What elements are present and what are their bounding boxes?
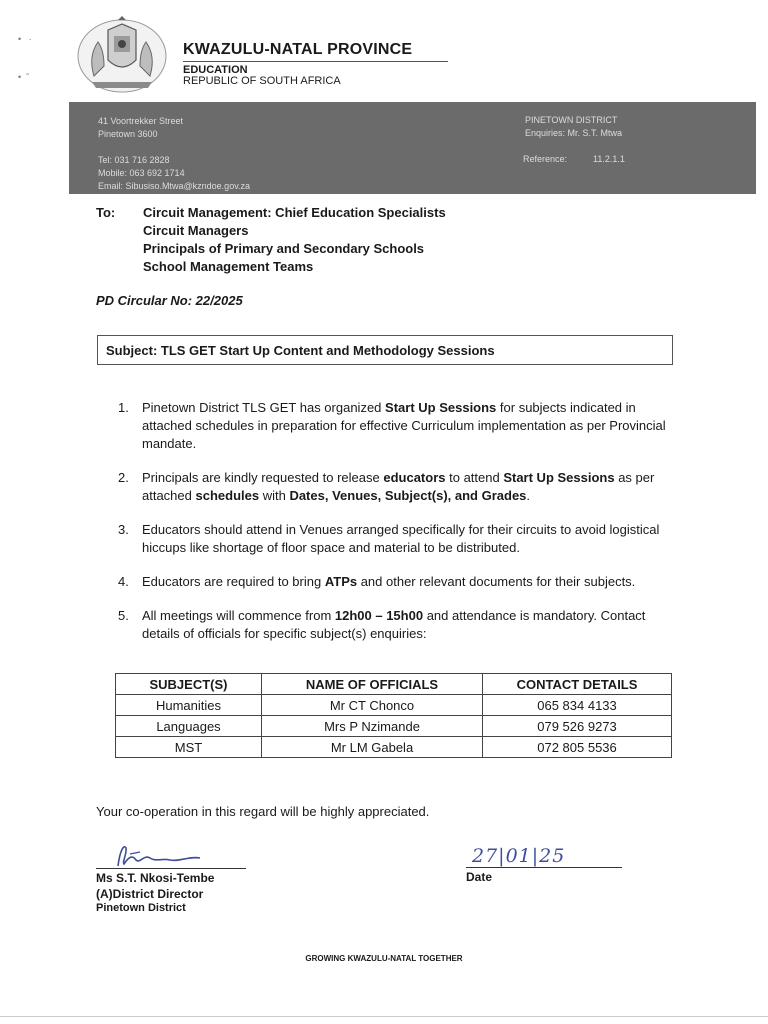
item-emphasis: schedules xyxy=(195,488,260,503)
to-label: To: xyxy=(96,205,116,220)
item-text: and attendance is mandatory. Contact details of officials for specific subject(s) enquiries: xyxy=(142,608,646,641)
item-number: 1. xyxy=(118,400,129,415)
column-header: NAME OF OFFICIALS xyxy=(262,674,483,695)
item-number: 3. xyxy=(118,522,129,537)
country-name: REPUBLIC OF SOUTH AFRICA xyxy=(183,75,341,87)
signatory-block xyxy=(96,870,214,902)
item-emphasis: educators xyxy=(383,470,446,485)
list-item xyxy=(118,399,684,453)
item-emphasis: Start Up Sessions xyxy=(503,470,615,485)
table-row xyxy=(116,716,672,737)
table-row xyxy=(116,737,672,758)
recipient: Circuit Managers xyxy=(143,223,249,238)
mobile: Mobile: 063 692 1714 xyxy=(98,168,185,178)
item-number: 2. xyxy=(118,470,129,485)
officials-table xyxy=(115,673,672,758)
signatory-district: Pinetown District xyxy=(96,902,186,914)
item-number: 4. xyxy=(118,574,129,589)
item-emphasis: 12h00 – 15h00 xyxy=(334,608,424,623)
contact-cell: 072 805 5536 xyxy=(483,737,672,758)
enquiries: Enquiries: Mr. S.T. Mtwa xyxy=(525,128,623,138)
official-cell: Mr CT Chonco xyxy=(262,695,483,716)
recipient: School Management Teams xyxy=(143,259,314,274)
item-text: with xyxy=(259,488,290,503)
item-text: . xyxy=(526,488,531,503)
email: Email: Sibusiso.Mtwa@kzndoe.gov.za xyxy=(98,181,251,191)
date-line xyxy=(466,867,622,868)
department-name: EDUCATION xyxy=(183,64,248,76)
date-label: Date xyxy=(466,870,493,884)
item-text: Pinetown District TLS GET has organized xyxy=(142,400,386,415)
scan-mark: • ˜ xyxy=(18,72,30,82)
telephone: Tel: 031 716 2828 xyxy=(98,155,170,165)
handwritten-date: 27|01|25 xyxy=(472,845,566,867)
column-header: CONTACT DETAILS xyxy=(483,674,672,695)
item-emphasis: Dates, Venues, Subject(s), and Grades xyxy=(289,488,527,503)
title-rule xyxy=(183,61,448,62)
subject-cell: Languages xyxy=(116,716,262,737)
official-cell: Mrs P Nzimande xyxy=(262,716,483,737)
column-header: SUBJECT(S) xyxy=(116,674,262,695)
signatory-name: Ms S.T. Nkosi-Tembe xyxy=(96,871,215,885)
recipient: Circuit Management: Chief Education Specialists xyxy=(143,205,446,220)
item-text: as per attached xyxy=(142,470,655,503)
circular-number: PD Circular No: 22/2025 xyxy=(96,293,243,308)
footer-slogan: GROWING KWAZULU-NATAL TOGETHER xyxy=(305,954,463,963)
list-item xyxy=(118,521,684,557)
instruction-list xyxy=(118,399,684,659)
subject-cell: MST xyxy=(116,737,262,758)
table-row xyxy=(116,695,672,716)
address-line-2: Pinetown 3600 xyxy=(98,129,158,139)
table-header-row xyxy=(116,674,672,695)
contact-banner xyxy=(69,102,756,194)
reference-label: Reference: xyxy=(523,154,568,164)
handwritten-signature xyxy=(110,840,210,870)
signatory-title: (A)District Director xyxy=(96,887,204,901)
coat-of-arms-icon xyxy=(74,16,170,96)
item-text: for subjects indicated in attached schedules in preparation for effective Curriculum implementation as per Provincial mandate. xyxy=(142,400,666,451)
item-text: Educators are required to bring xyxy=(142,574,325,589)
item-text: All meetings will commence from xyxy=(142,608,335,623)
district-name: PINETOWN DISTRICT xyxy=(525,115,618,125)
subject-line: Subject: TLS GET Start Up Content and Methodology Sessions xyxy=(106,343,495,358)
item-text: and other relevant documents for their subjects. xyxy=(357,574,636,589)
item-text: Principals are kindly requested to release xyxy=(142,470,384,485)
page-edge xyxy=(0,1016,768,1017)
item-text: to attend xyxy=(445,470,504,485)
official-cell: Mr LM Gabela xyxy=(262,737,483,758)
signature-line xyxy=(96,868,246,869)
recipient-list xyxy=(143,204,446,276)
list-item xyxy=(118,607,684,643)
contact-cell: 079 526 9273 xyxy=(483,716,672,737)
scan-mark: • · xyxy=(18,34,32,44)
item-emphasis: ATPs xyxy=(324,574,358,589)
province-title: KWAZULU-NATAL PROVINCE xyxy=(183,41,413,58)
item-number: 5. xyxy=(118,608,129,623)
contact-cell: 065 834 4133 xyxy=(483,695,672,716)
list-item xyxy=(118,469,684,505)
address-line-1: 41 Voortrekker Street xyxy=(98,116,184,126)
reference-value: 11.2.1.1 xyxy=(593,154,625,164)
closing-line: Your co-operation in this regard will be highly appreciated. xyxy=(96,804,430,819)
list-item xyxy=(118,573,684,591)
item-text: Educators should attend in Venues arranged specifically for their circuits to avoid logistical hiccups like shortage of floor space and material to be distributed. xyxy=(142,522,660,555)
item-emphasis: Start Up Sessions xyxy=(385,400,497,415)
subject-cell: Humanities xyxy=(116,695,262,716)
recipient: Principals of Primary and Secondary Schools xyxy=(143,241,425,256)
